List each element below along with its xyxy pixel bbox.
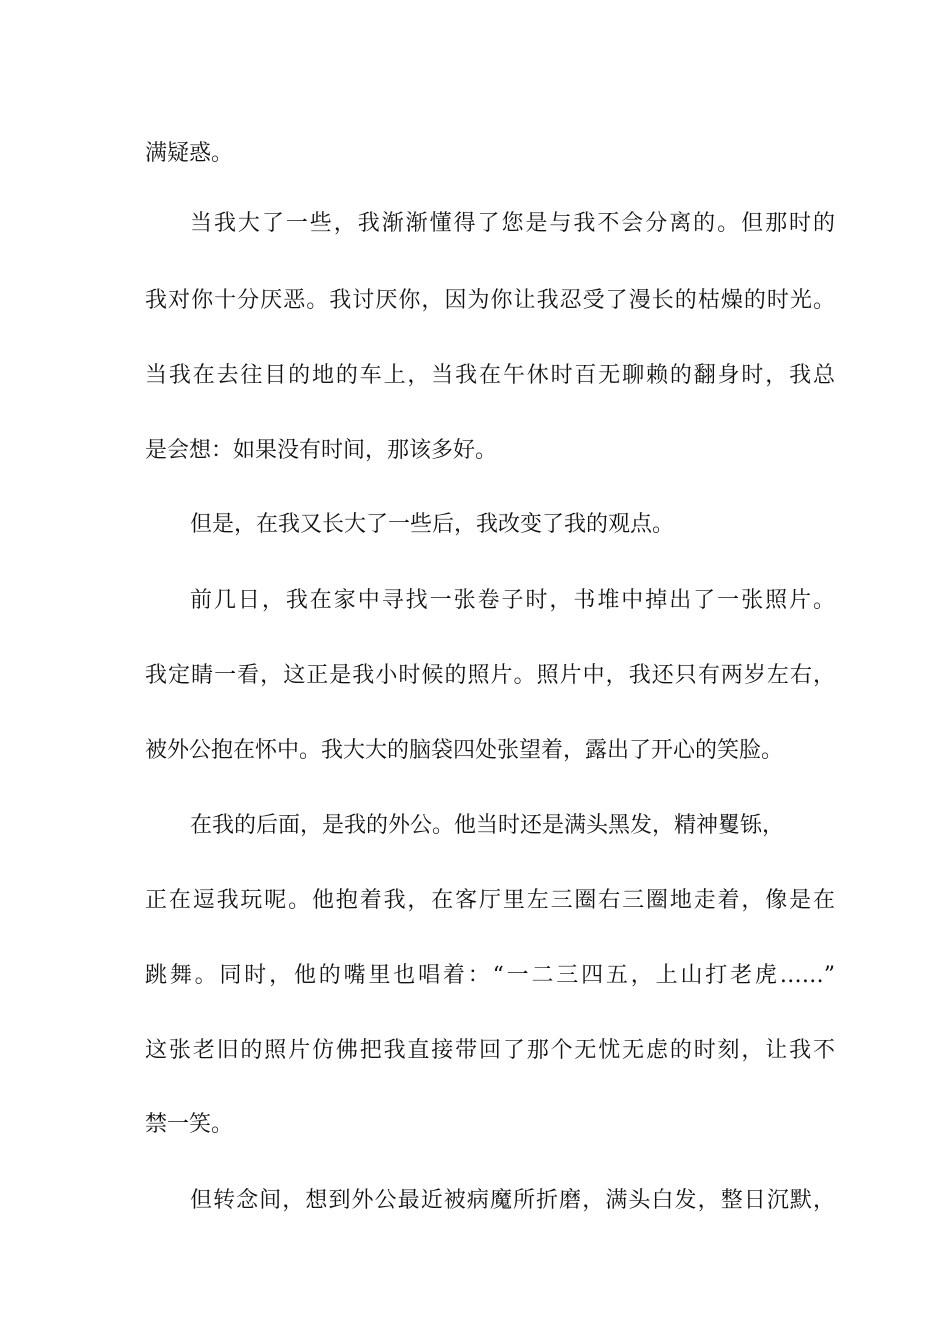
paragraph-start-line: 当我大了一些，我渐渐懂得了您是与我不会分离的。但那时的 xyxy=(190,211,835,236)
text-line-4: 当我在去往目的地的车上，当我在午休时百无聊赖的翻身时，我总 xyxy=(145,363,835,388)
text-line-13: 这张老旧的照片仿佛把我直接带回了那个无忧无虑的时刻，让我不 xyxy=(145,1038,835,1063)
text-line-5: 是会想：如果没有时间，那该多好。 xyxy=(145,438,498,463)
text-line-12: 跳舞。同时，他的嘴里也唱着：“一二三四五，上山打老虎……” xyxy=(145,963,835,988)
text-line-1: 满疑惑。 xyxy=(145,141,234,166)
paragraph-start-line: 在我的后面，是我的外公。他当时还是满头黑发，精神矍铄， xyxy=(190,813,785,838)
text-line-3: 我对你十分厌恶。我讨厌你，因为你让我忍受了漫长的枯燥的时光。 xyxy=(145,288,835,313)
text-line-11: 正在逗我玩呢。他抱着我，在客厅里左三圈右三圈地走着，像是在 xyxy=(145,888,835,913)
text-line-8: 我定睛一看，这正是我小时候的照片。照片中，我还只有两岁左右， xyxy=(145,663,835,688)
paragraph-start-line: 前几日，我在家中寻找一张卷子时，书堆中掉出了一张照片。 xyxy=(190,588,835,613)
text-line-9: 被外公抱在怀中。我大大的脑袋四处张望着，露出了开心的笑脸。 xyxy=(145,738,784,763)
paragraph-start-line: 但是，在我又长大了一些后，我改变了我的观点。 xyxy=(190,512,675,537)
text-line-14: 禁一笑。 xyxy=(145,1112,234,1137)
paragraph-start-line: 但转念间，想到外公最近被病魔所折磨，满头白发，整日沉默， xyxy=(190,1188,835,1213)
